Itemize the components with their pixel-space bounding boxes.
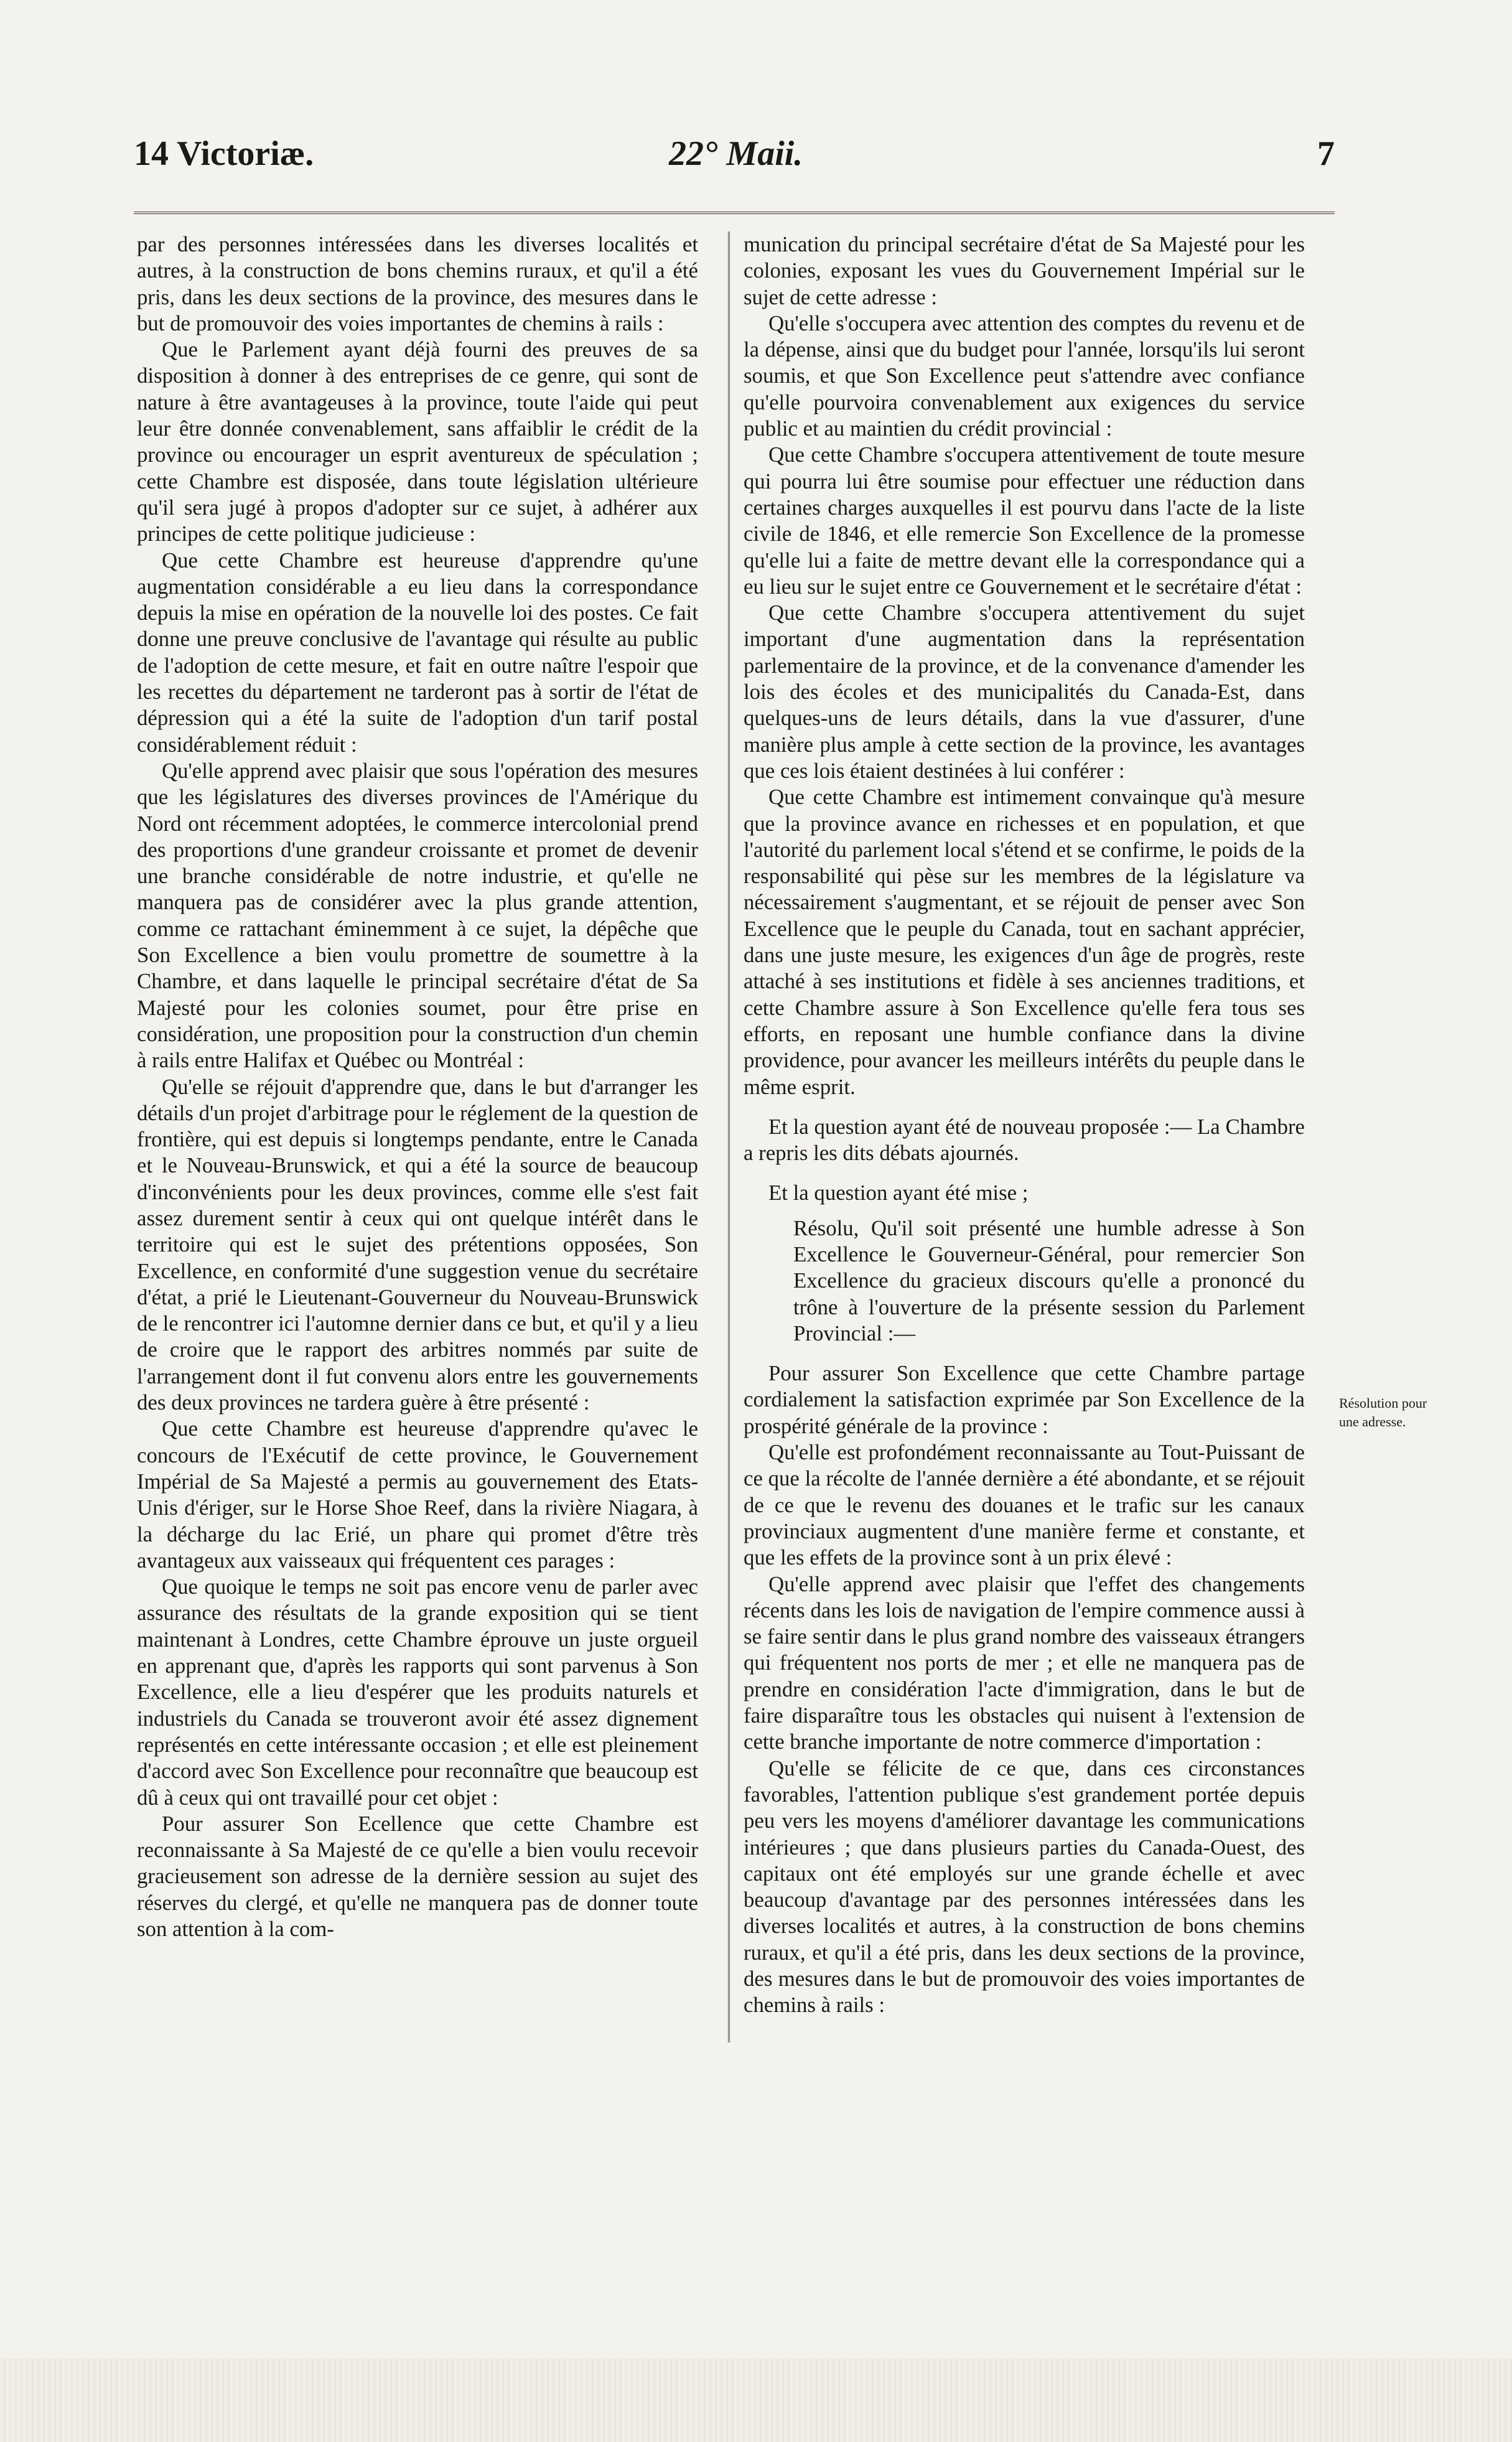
paragraph: par des personnes intéressées dans les diverses localités et autres, à la construction de bons chemins ruraux, et qu'il a été pris, dans les deux sections de la province, des mesures dans le but de promouvoir des voies importantes de chemins à rails : [137,232,698,335]
paragraph: Pour assurer Son Excellence que cette Chambre partage cordialement la satisfaction exprimée par Son Excellence de la prospérité générale de la province : [744,1361,1305,1438]
paragraph: Que cette Chambre est heureuse d'apprendre qu'une augmentation considérable a eu lieu dans la correspondance depuis la mise en opération de la nouvelle loi des postes. Ce fait donne une preuve conclusive de l'avantage qui résulte au public de l'adoption de cette mesure, et fait en outre naître l'espoir que les recettes du département ne tarderont pas à sortir de l'état de dépression qui a été la suite de l'adoption d'un tarif postal considérablement réduit : [137,548,698,757]
header-rule [134,212,1335,214]
page-number: 7 [1317,134,1335,173]
page-bottom-texture [0,2359,1512,2442]
column-divider [728,232,730,2042]
paragraph: munication du principal secrétaire d'état de Sa Majesté pour les colonies, exposant les vues du Gouvernement Impérial sur le sujet de cette adresse : [744,232,1305,309]
paragraph: Que quoique le temps ne soit pas encore venu de parler avec assurance des résultats de la grande exposition qui se tient maintenant à Londres, cette Chambre éprouve un juste orgueil en apprenant que, d'après les rapports qui sont parvenus à Son Excellence, elle a lieu d'espérer que les produits naturels et industriels du Canada se trouveront avoir été assez dignement représentés en cette intéressante occasion ; et elle est pleinement d'accord avec Son Excellence pour reconnaître que beaucoup est dû à ceux qui ont travaillé pour cet objet : [137,1574,698,1810]
paragraph: Qu'elle est profondément reconnaissante au Tout-Puissant de ce que la récolte de l'année dernière a été abondante, et se réjouit de ce que le revenu des douanes et le trafic sur les canaux provinciaux augmentent d'une manière ferme et constante, et que les effets de la province sont à un prix élevé : [744,1440,1305,1570]
paragraph: Et la question ayant été mise ; [768,1181,1029,1205]
date-heading: 22° Maii. [669,134,803,173]
running-head [134,134,1335,184]
paragraph: Que cette Chambre s'occupera attentivement de toute mesure qui pourra lui être soumise pour effectuer une réduction dans certaines charges auxquelles il est pourvu dans l'acte de la liste civile de 1846, et elle remercie Son Excellence de la promesse qu'elle lui a faite de mettre devant elle la correspondance qui a eu lieu sur le sujet entre ce Gouvernement et le secrétaire d'état : [744,442,1305,599]
right-column [744,232,1305,2019]
paragraph: Pour assurer Son Ecellence que cette Chambre est reconnaissante à Sa Majesté de ce qu'elle a bien voulu recevoir gracieusement son adresse de la dernière session au sujet des réserves du clergé, et qu'elle ne manquera pas de donner toute son attention à la com- [137,1811,698,1941]
regnal-year: 14 Victoriæ. [134,134,314,173]
left-column [137,232,698,1942]
paragraph: Que cette Chambre s'occupera attentivement du sujet important d'une augmentation dans la représentation parlementaire de la province, et de la convenance d'amender les lois des écoles et des municipalités du Canada-Est, dans quelques-uns de leurs détails, dans la vue d'assurer, d'une manière plus ample à cette section de la province, les avantages que ces lois étaient destinées à lui conférer : [744,601,1305,783]
paragraph: Et la question ayant été de nouveau proposée :— La Chambre a repris les dits débats ajournés. [744,1114,1305,1166]
paragraph: Que cette Chambre est heureuse d'apprendre qu'avec le concours de l'Exécutif de cette province, le Gouvernement Impérial de Sa Majesté a permis au gouvernement des Etats-Unis d'ériger, sur le Horse Shoe Reef, dans la rivière Niagara, à la décharge du lac Erié, un phare qui promet d'être très avantageux aux vaisseaux qui fréquentent ces parages : [137,1416,698,1573]
resolution-paragraph: Résolu, Qu'il soit présenté une humble adresse à Son Excellence le Gouverneur-Général, pour remercier Son Excellence du gracieux discours qu'elle a prononcé du trône à l'ouverture de la présente session du Parlement Provincial :— [793,1215,1305,1345]
paragraph: Qu'elle se félicite de ce que, dans ces circonstances favorables, l'attention publique s'est grandement portée depuis peu vers les moyens d'améliorer davantage les communications intérieures ; que dans plusieurs parties du Canada-Ouest, des capitaux ont été employés sur une grande échelle et avec beaucoup d'avantage par des personnes intéressées dans les diverses localités et autres, à la construction de bons chemins ruraux, et qu'il a été pris, dans les deux sections de la province, des mesures dans le but de promouvoir des voies importantes de chemins à rails : [744,1756,1305,2018]
paragraph: Qu'elle se réjouit d'apprendre que, dans le but d'arranger les détails d'un projet d'arbitrage pour le réglement de la question de frontière, qui est depuis si longtemps pendante, entre le Canada et le Nouveau-Brunswick, et qui a été la source de beaucoup d'inconvénients pour les deux provinces, comme elle s'est fait assez durement sentir à ceux qui ont quelque intérêt dans le territoire qui est le sujet des prétentions opposées, Son Excellence, en conformité d'une suggestion venue du secrétaire d'état, a prié le Lieutenant-Gouverneur du Nouveau-Brunswick de le rencontrer ici l'automne dernier dans ce but, et qu'il y a lieu de croire que le rapport des arbitres nommés par suite de l'arrangement dont il fut convenu alors entre les gouvernements des deux provinces ne tardera guère à être présenté : [137,1074,698,1415]
paragraph: Qu'elle s'occupera avec attention des comptes du revenu et de la dépense, ainsi que du budget pour l'année, lorsqu'ils lui seront soumis, et que Son Excellence peut s'attendre avec confiance qu'elle pourvoira convenablement aux exigences du service public et au maintien du crédit provincial : [744,311,1305,441]
margin-note: Résolution pour une adresse. [1339,1395,1427,1429]
paragraph: Que le Parlement ayant déjà fourni des preuves de sa disposition à donner à des entreprises de ce genre, qui sont de nature à être avantageuses à la province, toute l'aide qui peut leur être donnée convenablement, sans affaiblir le crédit de la province ou encourager un esprit aventureux de spéculation ; cette Chambre est disposée, dans toute législation ultérieure qu'il sera jugé à propos d'adopter sur ce sujet, à adhérer aux principes de cette politique judicieuse : [137,337,698,546]
paragraph: Qu'elle apprend avec plaisir que l'effet des changements récents dans les lois de navigation de l'empire commence aussi à se faire sentir dans le plus grand nombre des vaisseaux étrangers qui fréquentent nos ports de mer ; et elle ne manquera pas de prendre en considération l'acte d'immigration, dans le but de faire disparaître tous les obstacles qui nuisent à l'extension de cette branche importante de notre commerce d'importation : [744,1571,1305,1754]
paragraph: Que cette Chambre est intimement convainque qu'à mesure que la province avance en richesses et en population, et que l'autorité du parlement local s'étend et se confirme, le poids de la responsabilité qui pèse sur les membres de la législature va nécessairement s'augmentant, et se réjouit de penser avec Son Excellence que le peuple du Canada, tout en sachant apprécier, dans une juste mesure, les exigences d'un âge de progrès, reste attaché à ses institutions et fidèle à ses anciennes traditions, et cette Chambre assure à Son Excellence qu'elle fera tous ses efforts, en reposant une humble confiance dans la divine providence, pour avancer les meilleurs intérêts du peuple dans le même esprit. [744,785,1305,1099]
paragraph: Qu'elle apprend avec plaisir que sous l'opération des mesures que les législatures des diverses provinces de l'Amérique du Nord ont récemment adoptées, le commerce intercolonial prend des proportions d'une grandeur croissante et promet de devenir une branche considérable de notre industrie, et qu'elle ne manquera pas de considérer avec la plus grande attention, comme ce rattachant éminemment à ce sujet, la dépêche que Son Excellence a bien voulu promettre de soumettre à la Chambre, et dans laquelle le principal secrétaire d'état de Sa Majesté pour les colonies soumet, pour être prise en considération, une proposition pour la construction d'un chemin à rails entre Halifax et Québec ou Montréal : [137,758,698,1073]
